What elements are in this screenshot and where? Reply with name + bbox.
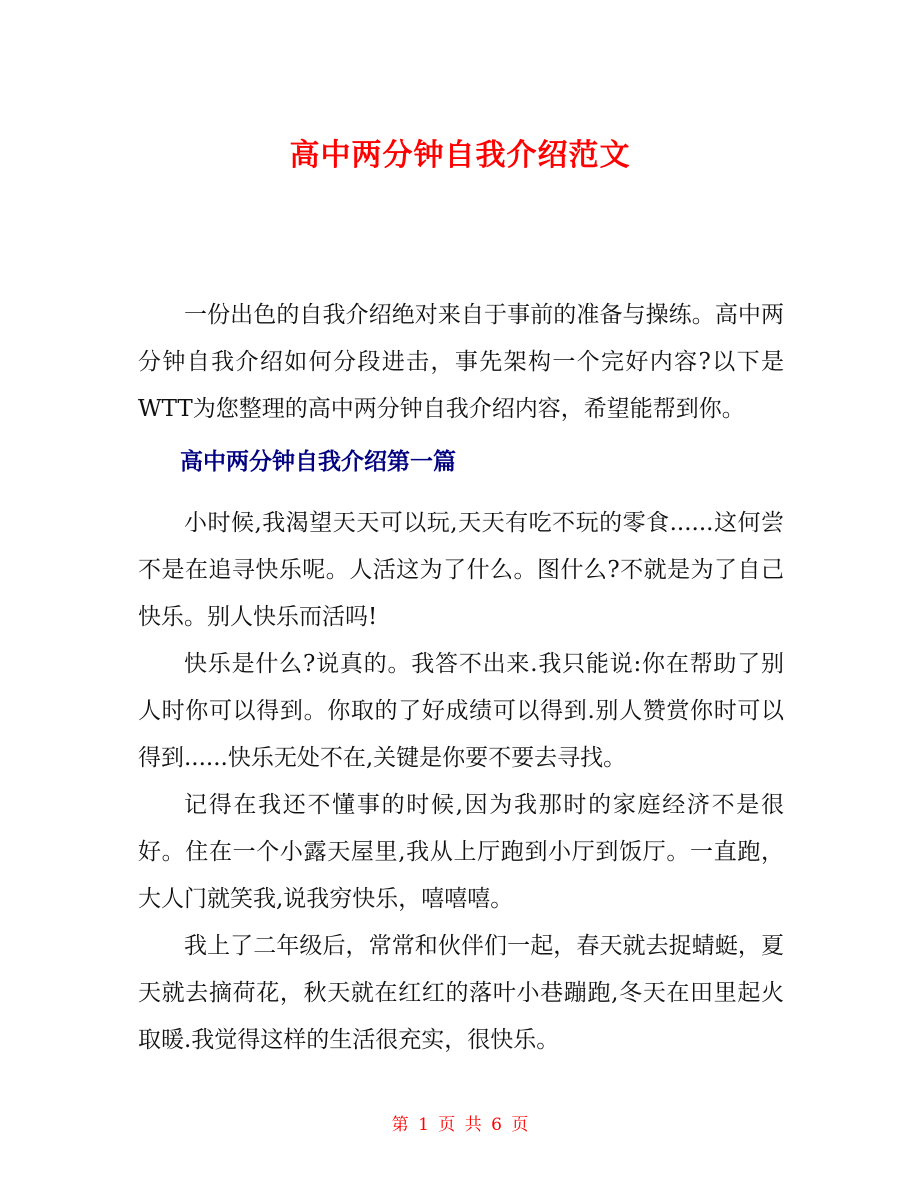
intro-paragraph: 一份出色的自我介绍绝对来自于事前的准备与操练。高中两分钟自我介绍如何分段进击，事先架构一个完好内容?以下是WTT为您整理的高中两分钟自我介绍内容，希望能帮到你。	[138, 302, 784, 422]
body-paragraph-2: 快乐是什么?说真的。我答不出来.我只能说:你在帮助了别人时你可以得到。你取的了好成绩可以得到.别人赞赏你时可以得到......快乐无处不在,关键是你要不要去寻找。	[138, 651, 784, 771]
page-number-footer: 第 1 页 共 6 页	[391, 1115, 529, 1135]
body-paragraph-3: 记得在我还不懂事的时候,因为我那时的家庭经济不是很好。住在一个小露天屋里,我从上厅跑到小厅到饭厅。一直跑，大人门就笑我,说我穷快乐，嘻嘻嘻。	[138, 792, 784, 912]
body-paragraph-1: 小时候,我渴望天天可以玩,天天有吃不玩的零食......这何尝不是在追寻快乐呢。人活这为了什么。图什么?不就是为了自己快乐。别人快乐而活吗!	[138, 510, 784, 630]
section-heading: 高中两分钟自我介绍第一篇	[180, 449, 456, 475]
body-paragraph-4: 我上了二年级后，常常和伙伴们一起，春天就去捉蜻蜓，夏天就去摘荷花，秋天就在红红的落叶小巷蹦跑,冬天在田里起火取暖.我觉得这样的生活很充实，很快乐。	[138, 933, 784, 1053]
document-title: 高中两分钟自我介绍范文	[289, 138, 631, 174]
